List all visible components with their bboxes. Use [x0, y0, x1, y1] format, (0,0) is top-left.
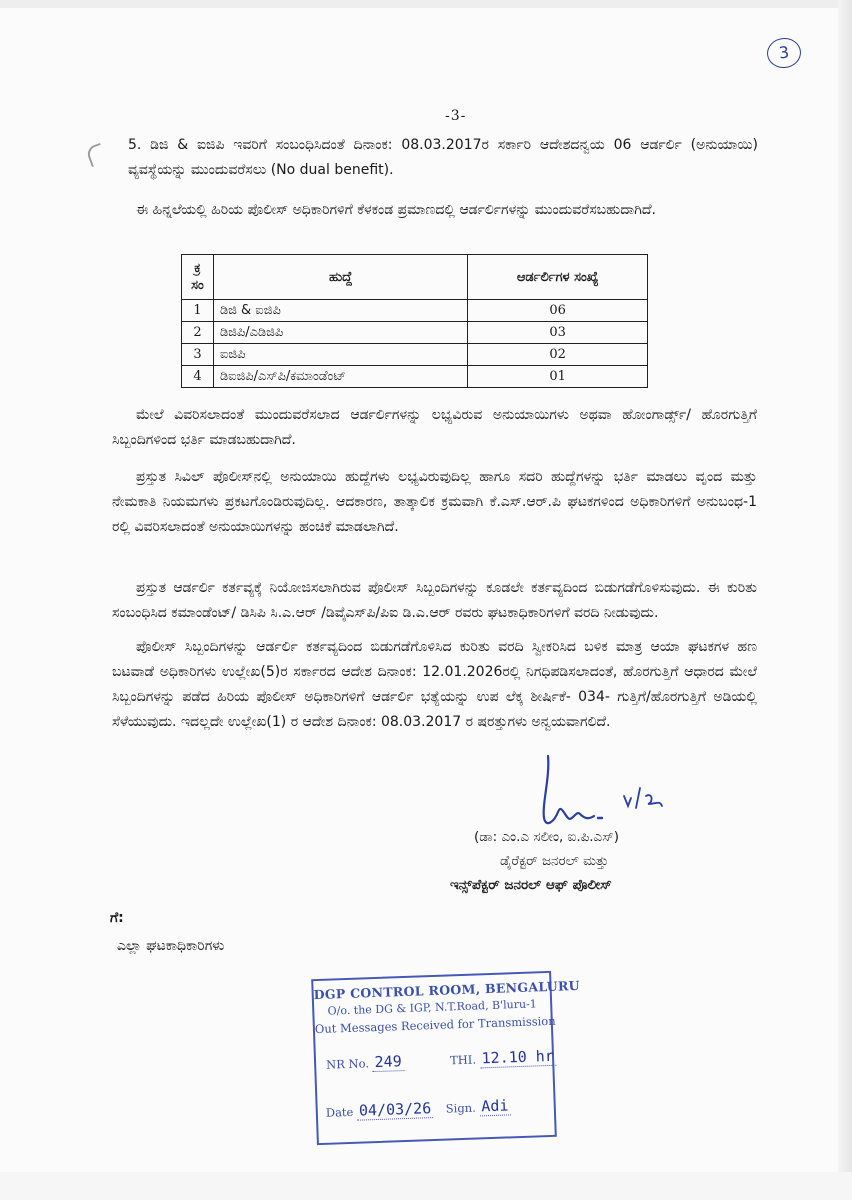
stamp-sign-label: Sign.	[445, 1100, 476, 1116]
punch-hole-mark	[85, 143, 107, 167]
header-post: ಹುದ್ದೆ	[213, 255, 467, 300]
table-row	[182, 322, 648, 344]
to-label: ಗೆ:	[110, 910, 124, 926]
row-serial: 2	[182, 322, 214, 344]
para-allowance: ಪೊಲೀಸ್ ಸಿಬ್ಬಂದಿಗಳನ್ನು ಆರ್ಡರ್ಲಿ ಕರ್ತವ್ಯದಿಂದ ಬಿಡುಗಡೆಗೊಳಿಸಿದ ಕುರಿತು ವರದಿ ಸ್ವೀಕರಿಸಿದ ಬಳಿಕ ಮಾತ್ರ ಆಯಾ ಘಟಕಗಳ ಹಣ ಬಟವಾಡೆ ಅಧಿಕಾರಿಗಳು ಉಲ್ಲೇಖ(5)ರ ಸರ್ಕಾರದ ಆದೇಶ ದಿನಾಂಕ: 12.01.2026ರಲ್ಲಿ ನಿಗಧಿಪಡಿಸಲಾದಂತೆ, ಹೊರಗುತ್ತಿಗೆ ಆಧಾರದ ಮೇಲೆ ಸಿಬ್ಬಂದಿಗಳನ್ನು ಪಡೆದ ಹಿರಿಯ ಪೊಲೀಸ್ ಅಧಿಕಾರಿಗಳಿಗೆ ಆರ್ಡರ್ಲಿ ಭತ್ಯೆಯನ್ನು ಉಪ ಲೆಕ್ಕ ಶೀರ್ಷಿಕೆ- 034- ಗುತ್ತಿಗೆ/ಹೊರಗುತ್ತಿಗೆ ಅಡಿಯಲ್ಲಿ ಸೆಳೆಯುವುದು. ಇದಲ್ಲದೇ ಉಲ್ಲೇಖ(1) ರ ಆದೇಶ ದಿನಾಂಕ: 08.03.2017 ರ ಷರತ್ತುಗಳು ಅನ್ವಯವಾಗಲಿದೆ.	[112, 639, 757, 730]
row-post: ಡಿಜಿ & ಐಜಿಪಿ	[213, 300, 467, 322]
header-count: ಆರ್ಡರ್ಲಿಗಳ ಸಂಖ್ಯೆ	[468, 255, 648, 300]
scan-edge-bottom	[0, 1172, 852, 1200]
stamp-date-field	[325, 1099, 433, 1121]
signatory-name: (ಡಾ: ಎಂ.ಎ ಸಲೀಂ, ಐ.ಪಿ.ಎಸ್)	[474, 829, 620, 845]
stamp-nr-label: NR No.	[325, 1056, 370, 1072]
row-post: ಐಜಿಪಿ	[213, 344, 467, 366]
table-header-row	[182, 255, 648, 300]
row-count: 03	[468, 322, 648, 344]
stamp-date-value: 04/03/26	[357, 1099, 434, 1121]
stamp-thi-field	[450, 1047, 556, 1069]
para-civil-police: ಪ್ರಸ್ತುತ ಸಿವಿಲ್ ಪೊಲೀಸ್‌ನಲ್ಲಿ ಅನುಯಾಯಿ ಹುದ್ದೆಗಳು ಲಭ್ಯವಿರುವುದಿಲ್ಲ ಹಾಗೂ ಸದರಿ ಹುದ್ದೆಗಳನ್ನು ಭರ್ತಿ ಮಾಡಲು ವೃಂದ ಮತ್ತು ನೇಮಕಾತಿ ನಿಯಮಗಳು ಪ್ರಕಟಗೊಂಡಿರುವುದಿಲ್ಲ. ಆದಕಾರಣ, ತಾತ್ಕಾಲಿಕ ಕ್ರಮವಾಗಿ ಕೆ.ಎಸ್.ಆರ್.ಪಿ ಘಟಕಗಳಿಂದ ಅಧಿಕಾರಿಗಳಿಗೆ ಅನುಬಂಧ-1 ರಲ್ಲಿ ವಿವರಿಸಲಾದಂತೆ ಅನುಯಾಯಿಗಳನ್ನು ಹಂಚಿಕೆ ಮಾಡಲಾಗಿದೆ.	[112, 469, 757, 535]
control-room-stamp	[311, 971, 581, 1145]
stamp-nr-field	[326, 1052, 404, 1073]
stamp-sign-value: Adi	[479, 1096, 511, 1116]
table-row	[182, 366, 648, 388]
stamp-title: DGP CONTROL ROOM, BENGALURU	[313, 977, 581, 1003]
row-count: 06	[468, 300, 648, 322]
row-post: ಡಿಐಜಿಪಿ/ಎಸ್‌ಪಿ/ಕಮಾಂಡೆಂಟ್	[213, 366, 467, 388]
row-post: ಡಿಜಿಪಿ/ಎಡಿಜಿಪಿ	[213, 322, 467, 344]
stamp-date-label: Date	[325, 1104, 354, 1120]
orderly-quota-table	[181, 254, 648, 388]
row-serial: 3	[182, 344, 214, 366]
row-count: 01	[468, 366, 648, 388]
intro-paragraph: ಈ ಹಿನ್ನಲೆಯಲ್ಲಿ ಹಿರಿಯ ಪೊಲೀಸ್ ಅಧಿಕಾರಿಗಳಿಗೆ ಕೆಳಕಂಡ ಪ್ರಮಾಣದಲ್ಲಿ ಆರ್ಡರ್ಲಿಗಳನ್ನು ಮುಂದುವರೆಸಬಹುದಾಗಿದೆ.	[136, 202, 656, 218]
handwritten-page-number: 3	[766, 36, 803, 69]
para-after-table: ಮೇಲೆ ವಿವರಿಸಲಾದಂತೆ ಮುಂದುವರೆಸಲಾದ ಆರ್ಡರ್ಲಿಗಳನ್ನು ಲಭ್ಯವಿರುವ ಅನುಯಾಯಿಗಳು ಅಥವಾ ಹೋಂಗಾರ್ಡ್ಸ್/ ಹೊರಗುತ್ತಿಗೆ ಸಿಬ್ಬಂದಿಗಳಿಂದ ಭರ್ತಿ ಮಾಡಬಹುದಾಗಿದೆ.	[112, 407, 757, 448]
stamp-nr-value: 249	[372, 1052, 404, 1072]
stamp-purpose: Out Messages Received for Transmission	[314, 1013, 556, 1037]
signatory-designation-1: ಡೈರೆಕ್ಟರ್ ಜನರಲ್ ಮತ್ತು	[500, 853, 609, 869]
stamp-thi-value: 12.10 hr	[479, 1047, 556, 1069]
recipient: ಎಲ್ಲಾ ಘಟಕಾಧಿಕಾರಿಗಳು	[117, 938, 225, 954]
row-serial: 4	[182, 366, 214, 388]
para-release: ಪ್ರಸ್ತುತ ಆರ್ಡರ್ಲಿ ಕರ್ತವ್ಯಕ್ಕೆ ನಿಯೋಜಿಸಲಾಗಿರುವ ಪೊಲೀಸ್ ಸಿಬ್ಬಂದಿಗಳನ್ನು ಕೂಡಲೇ ಕರ್ತವ್ಯದಿಂದ ಬಿಡುಗಡೆಗೊಳಿಸುವುದು. ಈ ಕುರಿತು ಸಂಬಂಧಿಸಿದ ಕಮಾಂಡೆಂಟ್/ ಡಿಸಿಪಿ ಸಿ.ಎ.ಆರ್ /ಡಿವೈಎಸ್‌ಪಿ/ಪಿಐ ಡಿ.ಎ.ಆರ್ ರವರು ಘಟಕಾಧಿಕಾರಿಗಳಿಗೆ ವರದಿ ನೀಡುವುದು.	[112, 580, 757, 621]
stamp-thi-label: THI.	[449, 1052, 477, 1068]
stamp-sign-field	[445, 1096, 510, 1116]
point-5-text: 5. ಡಿಜಿ & ಐಜಿಪಿ ಇವರಿಗೆ ಸಂಬಂಧಿಸಿದಂತೆ ದಿನಾಂಕ: 08.03.2017ರ ಸರ್ಕಾರಿ ಆದೇಶದನ್ವಯ 06 ಆರ್ಡರ್ಲಿ (ಅನುಯಾಯಿ) ವ್ಯವಸ್ಥೆಯನ್ನು ಮುಂದುವರೆಸಲು (No dual benefit).	[128, 137, 758, 178]
page-label: -3-	[445, 108, 467, 124]
signatory-designation-2: ಇನ್ಸ್‌ಪೆಕ್ಟರ್ ಜನರಲ್ ಆಫ್ ಪೊಲೀಸ್	[450, 877, 612, 893]
table-row	[182, 300, 648, 322]
signatory-block	[430, 825, 730, 897]
row-serial: 1	[182, 300, 214, 322]
table-row	[182, 344, 648, 366]
header-serial: ಕ್ರ ಸಂ	[182, 255, 214, 300]
row-count: 02	[468, 344, 648, 366]
scan-edge-top	[0, 0, 852, 8]
stamp-office: O/o. the DG & IGP, N.T.Road, B'luru-1	[327, 997, 538, 1018]
scan-edge-right	[838, 0, 852, 1200]
